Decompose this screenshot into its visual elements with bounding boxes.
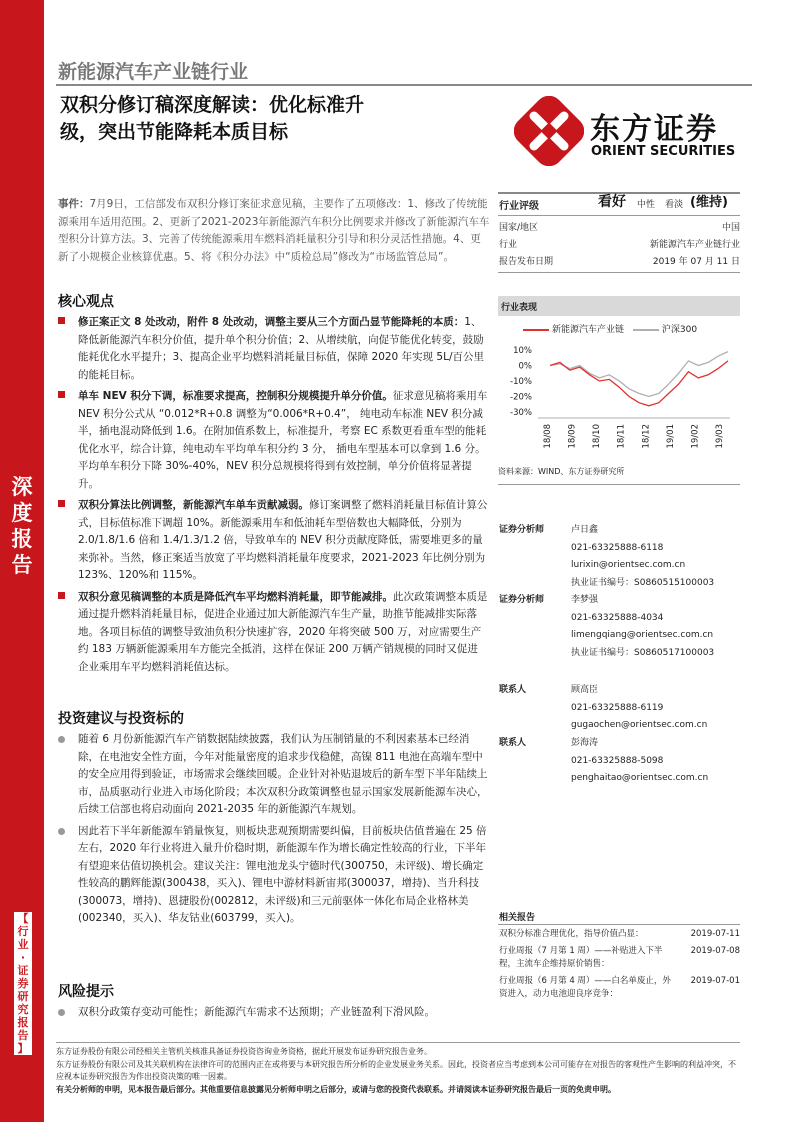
related-item[interactable]: 行业周报（7 月第 1 周）——补贴进入下半程，主流车企维持原价销售： 2019-07-08 — [499, 945, 740, 969]
report-category-label: 【 行 业 · 证 券 研 究 报 告 】 — [14, 912, 32, 1055]
detail-row: 行业 新能源汽车产业链行业 — [499, 240, 740, 250]
series-line — [550, 361, 728, 406]
rating-details — [499, 220, 740, 271]
analyst-block — [499, 522, 740, 788]
legend-label: 新能源汽车产业链 — [552, 325, 625, 335]
y-tick-label: -10% — [510, 377, 532, 387]
y-tick-label: 0% — [518, 361, 532, 372]
list-item: 双积分意见稿调整的本质是降低汽车平均燃料消耗量，即节能减排。此次政策调整本质是通过提升燃料消耗量目标，促进企业通过加大新能源汽车生产量，助推节能减排实际落地。各项目标值的调整导致油负积分快速扩容，2020 年将突破 500 万，对应需要生产约 183 万辆新能源乘用车方能完全抵消，这样在保证 200 万辆产销规模的同时又促进企业乘用车平均燃料消耗值达标。 — [78, 589, 488, 677]
x-tick-label: 19/01 — [665, 424, 676, 449]
related-list — [499, 928, 740, 1002]
footer-disclaimer: 东方证券股份有限公司经相关主管机关核准具备证券投资咨询业务资格，据此开展发布证券研究报告业务。 东方证券股份有限公司及其关联机构在法律许可的范围内正在或将要与本研究报告所分析的企业发展业务关系。因此，投资者应当考虑到本公司可能存在对报告的客观性产生影响的利益冲突，不应视本证券研究报告为作出投资决策的唯一因素。 有关分析师的申明，见本报告最后部分。其他重要信息披露见分析师申明之后部分，或请与您的投资代表联系。并请阅读本证券研究报告最后一页的免责申明。 — [56, 1047, 736, 1094]
risk-heading: 风险提示 — [58, 984, 114, 1000]
detail-row: 国家/地区 中国 — [499, 223, 740, 233]
legend-label: 沪深300 — [661, 325, 698, 335]
legend-swatch — [523, 329, 549, 331]
y-tick-label: -20% — [510, 392, 532, 403]
x-tick-label: 18/12 — [641, 424, 652, 449]
contact-entry: 联系人 顾高臣 021-63325888-6119 gugaochen@orientsec.com.cn — [499, 685, 708, 730]
chart-title: 行业表现 — [501, 303, 538, 313]
list-item: 因此若下半年新能源车销量恢复，则板块悲观预期需要纠偏，目前板块估值普遍在 25 倍左右，2020 年行业将进入量升价稳时期，新能源车作为增长确定性较高的行业，下半年有望迎来估值切换机会。建议关注：锂电池龙头宁德时代(300750，未评级)、增长确定性较高的鹏辉能源(300438，买入)、锂电中游材料新宙邦(300037，增持)、当升科技(300073，增持)、恩捷股份(002812，未评级)和三元前驱体一体化布局企业格林美(002340，买入)、华友钴业(603799，买入)。 — [78, 823, 488, 928]
y-tick-label: -30% — [510, 408, 532, 418]
industry-name: 新能源汽车产业链行业 — [58, 61, 249, 83]
orient-logo-icon — [514, 96, 584, 166]
detail-row: 报告发布日期 2019 年 07 月 11 日 — [499, 257, 740, 267]
rating-current: 看好 — [598, 194, 626, 210]
rating-bottom-rule — [498, 272, 740, 273]
x-tick-label: 19/03 — [715, 424, 725, 449]
header-divider — [56, 84, 752, 86]
report-type-label: 深 度 报 告 — [0, 462, 44, 602]
list-item: 随着 6 月份新能源汽车产销数据陆续披露，我们认为压制销量的不利因素基本已经消除，在电池安全性方面，今年对能量密度的追求步伐稳健，高镍 811 电池在高端车型中的安全应用得到验证，市场需求会继续回暖。企业针对补贴退坡后的新车型下半年陆续上市，品质驱动行业进入市场化阶段；本次双积分政策调整也显示国家发展新能源车决心，后续工信部也将启动面向 2021-2035 年的新能源汽车规划。 — [78, 731, 488, 819]
x-tick-label: 18/09 — [567, 424, 578, 449]
core-views-heading: 核心观点 — [58, 294, 114, 310]
rating-label: 行业评级 — [499, 201, 539, 212]
event-summary: 事件：7月9日，工信部发布双积分修订案征求意见稿，主要作了五项修改：1、修改了传统能源乘用车适用范围。2、更新了2021-2023年新能源汽车积分比例要求并修改了新能源汽车车型积分计算方法。3、完善了传统能源乘用车燃料消耗量积分引导和积分灵活性措施。4、更新了小规模企业核算优惠。5、将《积分办法》中“质检总局”修改为“市场监管总局”。 — [58, 198, 490, 263]
chart-source: 资料来源：WIND、东方证券研究所 — [498, 467, 625, 476]
rating-mid-rule — [498, 215, 740, 216]
contact-entry: 联系人 彭海涛 021-63325888-5098 penghaitao@orientsec.com.cn — [499, 738, 709, 783]
x-tick-label: 19/02 — [690, 424, 701, 449]
logo-chinese-name: 东方证券 — [590, 112, 718, 147]
logo-english-name: ORIENT SECURITIES — [591, 144, 736, 159]
list-item: 修正案正文 8 处改动，附件 8 处改动，调整主要从三个方面凸显节能降耗的本质：1、降低新能源汽车积分价值，提升单个积分价值；2、从增续航，向促节能优化转变，鼓励能耗优化水平提升；3、提高企业平均燃料消耗量目标值，保障 2020 年实现 5L/百公里的能耗目标。 — [78, 314, 488, 384]
chart-bottom-rule — [498, 484, 740, 485]
y-tick-label: 10% — [513, 346, 532, 356]
related-item[interactable]: 双积分标准合理优化，指导价值凸显： 2019-07-11 — [499, 929, 740, 939]
report-title: 双积分修订稿深度解读：优化标准升 级，突出节能降耗本质目标 — [60, 94, 365, 143]
list-item: 双积分算法比例调整，新能源汽车单车贡献减弱。修订案调整了燃料消耗量目标值计算公式，目标值标准下调超 10%。新能源乘用车和低油耗车型倍数也大幅降低，分别为 2.0/1.8/1.6 倍和 1.4/1.3/1.2 倍，导致单车的 NEV 积分贡献度降低，需要堆更多的量来弥补。当然，修正案适当放宽了平均燃料消耗量年度要求，2021-2023 年比例分别为 123%、120%和 115%。 — [78, 497, 488, 585]
chart-legend — [523, 322, 697, 335]
analyst-entry: 证券分析师 卢日鑫 021-63325888-6118 lurixin@orientsec.com.cn 执业证书编号：S0860515100003 — [499, 525, 715, 588]
rating-status: (维持) — [690, 195, 728, 210]
x-tick-label: 18/10 — [592, 424, 603, 449]
core-views-list — [78, 314, 488, 676]
rating-option-bearish: 看淡 — [665, 200, 684, 210]
related-heading: 相关报告 — [499, 913, 536, 923]
investment-list — [78, 731, 488, 928]
related-item[interactable]: 行业周报（6 月第 4 周）——白名单废止，外资进入，动力电池迎良序竞争： 2019-07-01 — [499, 975, 740, 999]
legend-swatch — [633, 329, 659, 331]
footer-rule — [56, 1042, 740, 1043]
performance-chart — [498, 336, 740, 454]
chart-title-bar — [498, 296, 740, 316]
list-item: 单车 NEV 积分下调，标准要求提高，控制积分规模提升单分价值。征求意见稿将乘用车 NEV 积分公式从 “0.012*R+0.8 调整为“0.006*R+0.4”， 纯电动车标准 NEV 积分减半，插电混动降低到 1.6。在附加值系数上，标准提升，考察 EC 系数更看重车型的能耗优化水平，综合计算，纯电动车平均单车积分约 3 分， 插电车型基本可以拿到 1.6 分。平均单车积分下降 30%-40%，NEV 积分总规模将得到有效控制，单分价值将显著提升。 — [78, 388, 488, 493]
series-line — [550, 352, 728, 397]
analyst-entry: 证券分析师 李梦强 021-63325888-4034 limengqiang@orientsec.com.cn 执业证书编号：S0860517100003 — [499, 595, 715, 658]
related-rule — [498, 924, 740, 925]
x-tick-label: 18/11 — [616, 424, 627, 449]
investment-heading: 投资建议与投资标的 — [58, 711, 184, 727]
rating-option-neutral: 中性 — [637, 200, 656, 210]
risk-text: 双积分政策存变动可能性；新能源汽车需求不达预期；产业链盈利下滑风险。 — [78, 1004, 498, 1022]
x-tick-label: 18/08 — [543, 424, 553, 449]
